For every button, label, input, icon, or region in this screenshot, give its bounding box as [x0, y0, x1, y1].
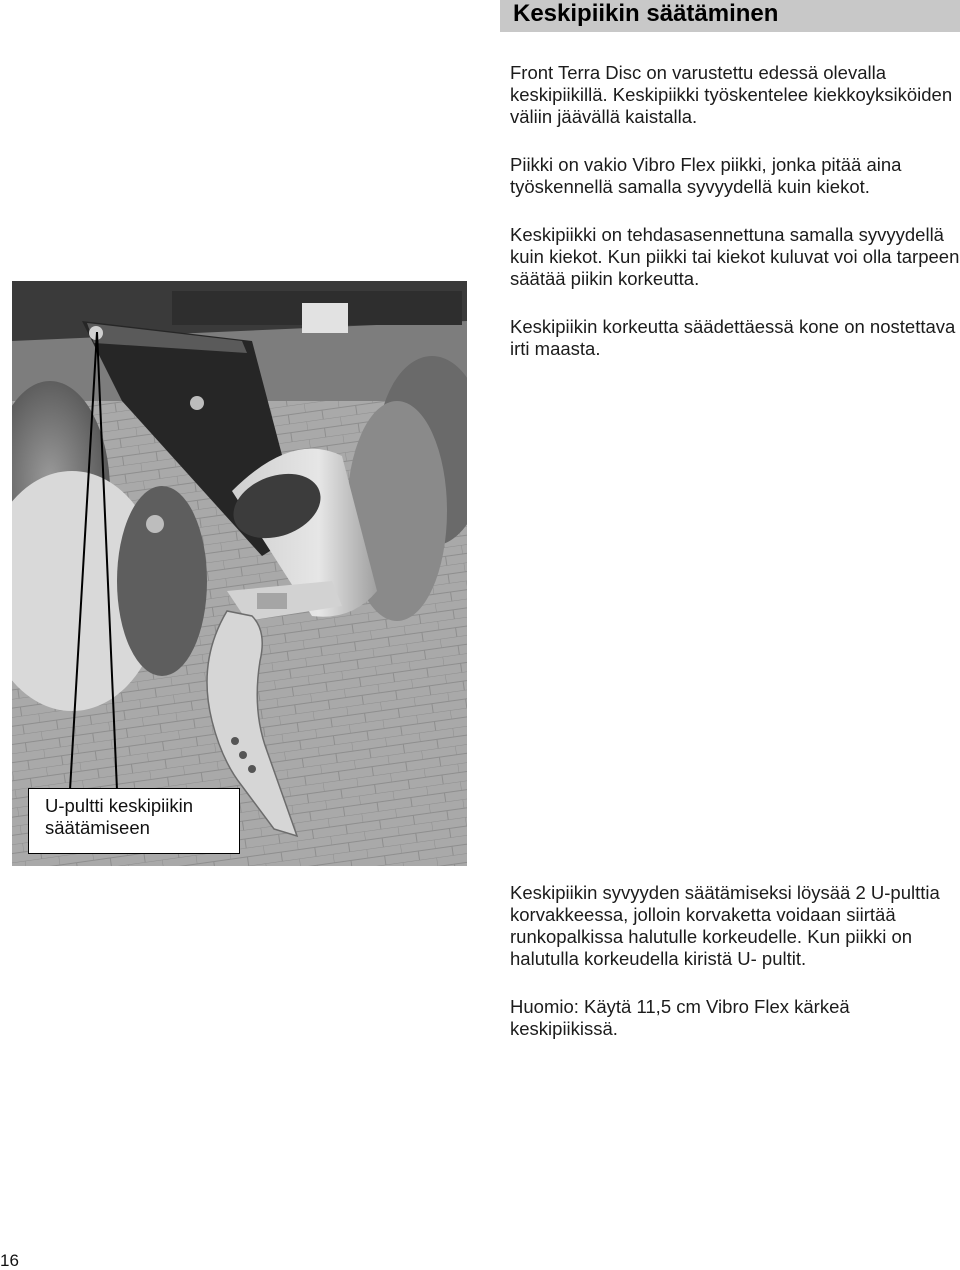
machine-photo: [12, 281, 467, 866]
callout-label-line1: U-pultti keskipiikin: [45, 795, 194, 816]
page-title: Keskipiikin säätäminen: [513, 0, 779, 27]
page-number: 16: [0, 1251, 19, 1270]
paragraph-note: Huomio: Käytä 11,5 cm Vibro Flex kärkeä keskipiikissä.: [510, 996, 850, 1039]
callout-label-line2: säätämiseen: [45, 817, 150, 838]
paragraph-lift-machine: Keskipiikin korkeutta säädettäessä kone on nostettava irti maasta.: [510, 316, 956, 359]
paragraph-tine: Piikki on vakio Vibro Flex piikki, jonka pitää aina työskennellä samalla syvyydellä kuin kiekot.: [510, 154, 902, 197]
callout-label-box: [28, 788, 240, 854]
paragraph-intro: Front Terra Disc on varustettu edessä olevalla keskipiikillä. Keskipiikki työskentelee kiekkoyksiköiden väliin jäävällä kaistalla.: [510, 62, 953, 127]
disc-center-left: [117, 486, 207, 676]
warning-decal: [302, 303, 348, 333]
machine-photo-drawing: [12, 281, 467, 866]
paragraph-depth-adjustment: Keskipiikin syvyyden säätämiseksi löysää 2 U-pulttia korvakkeessa, jolloin korvaketta voidaan siirtää runkopalkissa halutulle korkeudelle. Kun piikki on halutulla korkeudella kiristä U- pultit.: [510, 882, 940, 969]
u-bolt-nut: [89, 326, 103, 340]
paragraph-factory-depth: Keskipiikki on tehdasasennettuna samalla syvyydellä kuin kiekot. Kun piikki tai kiekot kuluvat voi olla tarpeen säätää piikin korkeutta.: [510, 224, 960, 289]
